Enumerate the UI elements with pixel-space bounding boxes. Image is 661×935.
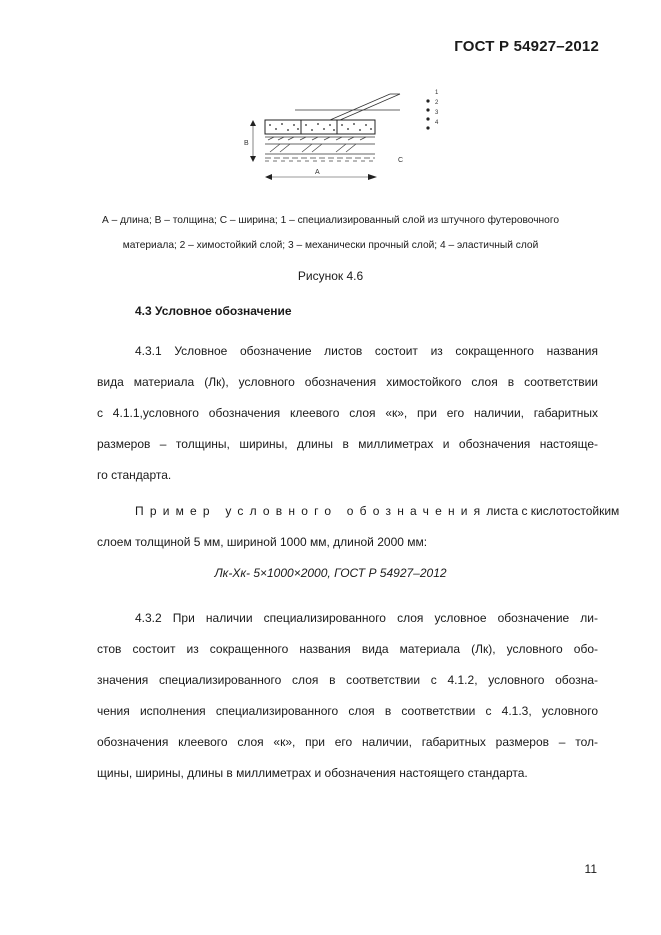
para-432-line-1: 4.3.2 При наличии специализированного слоя условное обозначение ли-	[135, 611, 598, 625]
para-431-line-4: размеров – толщины, ширины, длины в миллиметрах и обозначения настояще-	[97, 437, 598, 451]
label-b: В	[244, 140, 249, 147]
document-code: ГОСТ Р 54927–2012	[454, 38, 599, 55]
para-431-line-3: с 4.1.1,условного обозначения клеевого слоя «к», при его наличии, габаритных	[97, 406, 598, 420]
paragraph-4-3-1	[97, 336, 598, 491]
para-432-line-5: обозначения клеевого слоя «к», при его наличии, габаритных размеров – тол-	[97, 735, 598, 749]
example-line-1-tail: листа с кислотостойким	[486, 504, 620, 518]
label-3: 3	[435, 110, 439, 116]
para-432-line-4: чения исполнения специализированного слоя в соответствии с 4.1.3, условного	[97, 704, 598, 718]
para-431-line-5: го стандарта.	[97, 468, 172, 482]
figure-caption	[60, 208, 601, 258]
figure-title: Рисунок 4.6	[297, 269, 364, 283]
example-spaced-label: Пример условного обозначения	[135, 504, 487, 518]
example-line-2: слоем толщиной 5 мм, шириной 1000 мм, длиной 2000 мм:	[97, 535, 428, 549]
para-432-line-6: щины, ширины, длины в миллиметрах и обозначения настоящего стандарта.	[97, 766, 528, 780]
layer-diagram	[240, 82, 440, 192]
paragraph-4-3-2	[97, 603, 598, 789]
caption-line-2: материала; 2 – химостойкий слой; 3 – механически прочный слой; 4 – эластичный слой	[122, 240, 539, 251]
para-431-line-2: вида материала (Лк), условного обозначения химостойкого слоя в соответствии	[97, 375, 598, 389]
label-a: А	[315, 169, 320, 176]
para-432-line-3: значения специализированного слоя в соответствии с 4.1.2, условного обозна-	[97, 673, 598, 687]
para-432-line-2: стов состоит из сокращенного названия вида материала (Лк), условного обо-	[97, 642, 598, 656]
designation-formula: Лк-Хк- 5×1000×2000, ГОСТ Р 54927–2012	[214, 566, 447, 580]
section-heading: 4.3 Условное обозначение	[135, 304, 292, 318]
example-paragraph	[97, 496, 620, 558]
page-number: 11	[584, 862, 597, 876]
label-4: 4	[435, 120, 439, 126]
label-2: 2	[435, 100, 439, 106]
para-431-line-1: 4.3.1 Условное обозначение листов состоит из сокращенного названия	[135, 344, 598, 358]
label-1: 1	[435, 90, 439, 96]
label-c: С	[398, 157, 404, 164]
caption-line-1: А – длина; В – толщина; С – ширина; 1 – специализированный слой из штучного футеровочного	[101, 215, 559, 226]
